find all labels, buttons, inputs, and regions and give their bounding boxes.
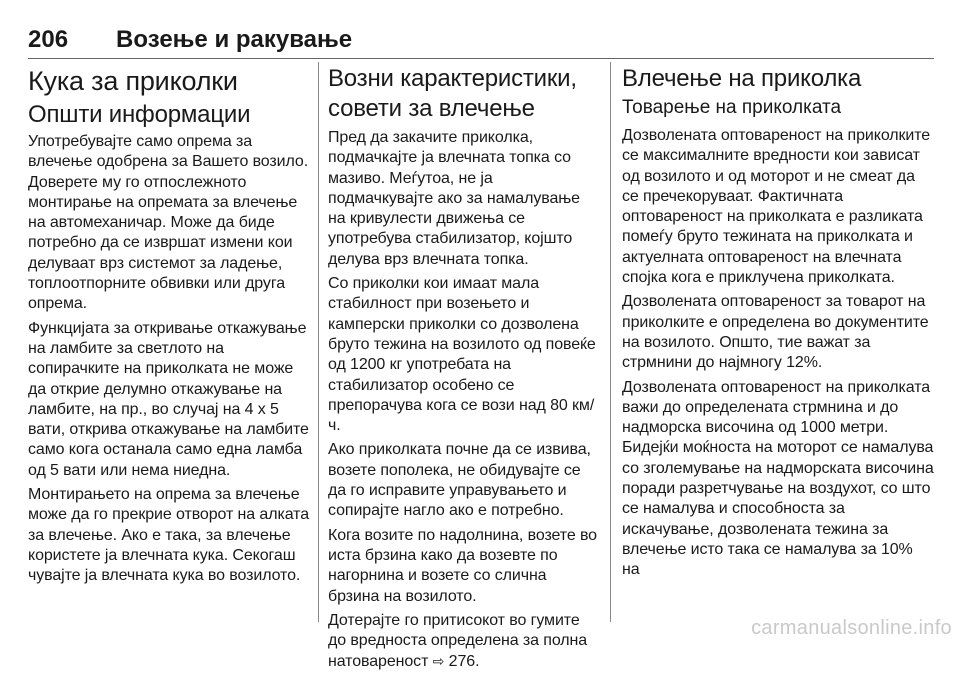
- running-title: Возење и ракување: [116, 26, 353, 53]
- column-middle: [328, 62, 600, 671]
- paragraph: Дозволената оптовареност на приколката важи до определената стрмнина и до надморска височина од 1000 метри. Бидејќи моќноста на моторот се намалува со зголемување на надморската височина поради разретчување на воздухот, со што се намалува и способноста за искачување, дозволената тежина за влечење исто така се намалува за 10% на: [622, 378, 934, 579]
- watermark: carmanualsonline.info: [751, 617, 952, 639]
- column-divider: [318, 62, 319, 622]
- heading-driving-characteristics: Возни карактеристики, совети за влечење: [328, 65, 577, 122]
- section-title: Кука за приколки: [28, 66, 238, 96]
- paragraph: Дозволената оптовареност за товарот на приколките е определена во документите на возилото. Општо, тие важат за стрмнини до најмногу 12%.: [622, 293, 929, 372]
- paragraph: Употребувајте само опрема за влечење одобрена за Вашето возило. Доверете му го отпослежното монтирање на опремата за влечење на автомеханичар. Може да биде потребно да се извршат измени кои делуваат врз системот за ладење, топлоотпорните обвивки или друга опрема.: [28, 133, 309, 313]
- paragraph: Дозволената оптовареност на приколките се максималните вредности кои зависат од возилото и од моторот и не смеат да се пречекоруваат. Фактичната оптовареност на приколката е разликата помеѓу бруто тежината на приколката и актуелната оптовареност на влечната спојка кога е приклучена приколката.: [622, 127, 931, 287]
- column-right: [622, 62, 934, 642]
- column-divider: [610, 62, 611, 622]
- subheading-trailer-loading: Товарење на приколката: [622, 97, 842, 118]
- page-number: 206: [28, 26, 69, 53]
- subheading-general-info: Општи информации: [28, 101, 251, 128]
- paragraph: Кога возите по надолнина, возете во иста брзина како да возевте по нагорнина и возете со слична брзина на возилото.: [328, 526, 597, 605]
- paragraph: Ако приколката почне да се извива, возете пополека, не обидувајте се да го исправите управувањето и сопирајте нагло ако е потребно.: [328, 441, 591, 520]
- page-reference-arrow-icon: ⇨: [432, 653, 445, 670]
- page-reference-link[interactable]: 276.: [448, 653, 480, 671]
- paragraph: Пред да закачите приколка, подмачкајте ја влечната топка со мазиво. Меѓутоа, не ја подмачкувајте ако за намалување на кривулести движења се употребува стабилизатор, којшто делува врз влечната топка.: [328, 129, 580, 268]
- paragraph: Со приколки кои имаат мала стабилност при возењето и камперски приколки со дозволена бруто тежина на возилото од повеќе од 1200 кг употребата на стабилизатор особено се препорачува кога се вози над 80 км/ч.: [328, 275, 596, 435]
- paragraph: Функцијата за откривање откажување на ламбите за светлото на сопирачките на приколката не може да открие делумно откажување на ламбите, на пр., во случај на 4 x 5 вати, открива откажување на ламбите само кога останала само една ламба од 5 вати или нема ниедна.: [28, 319, 309, 479]
- paragraph-text: Дотерајте го притисокот во гумите до вредноста определена за полна натовареност: [328, 611, 588, 671]
- heading-trailer-towing: Влечење на приколка: [622, 65, 862, 92]
- page-header: [28, 22, 934, 52]
- column-left: [28, 62, 312, 642]
- header-rule: [28, 58, 934, 59]
- paragraph: Монтирањето на опрема за влечење може да го прекрие отворот на алката за влечење. Ако е така, за влечење користете ја влечната кука. Секогаш чувајте ја влечната кука во возилото.: [28, 486, 309, 585]
